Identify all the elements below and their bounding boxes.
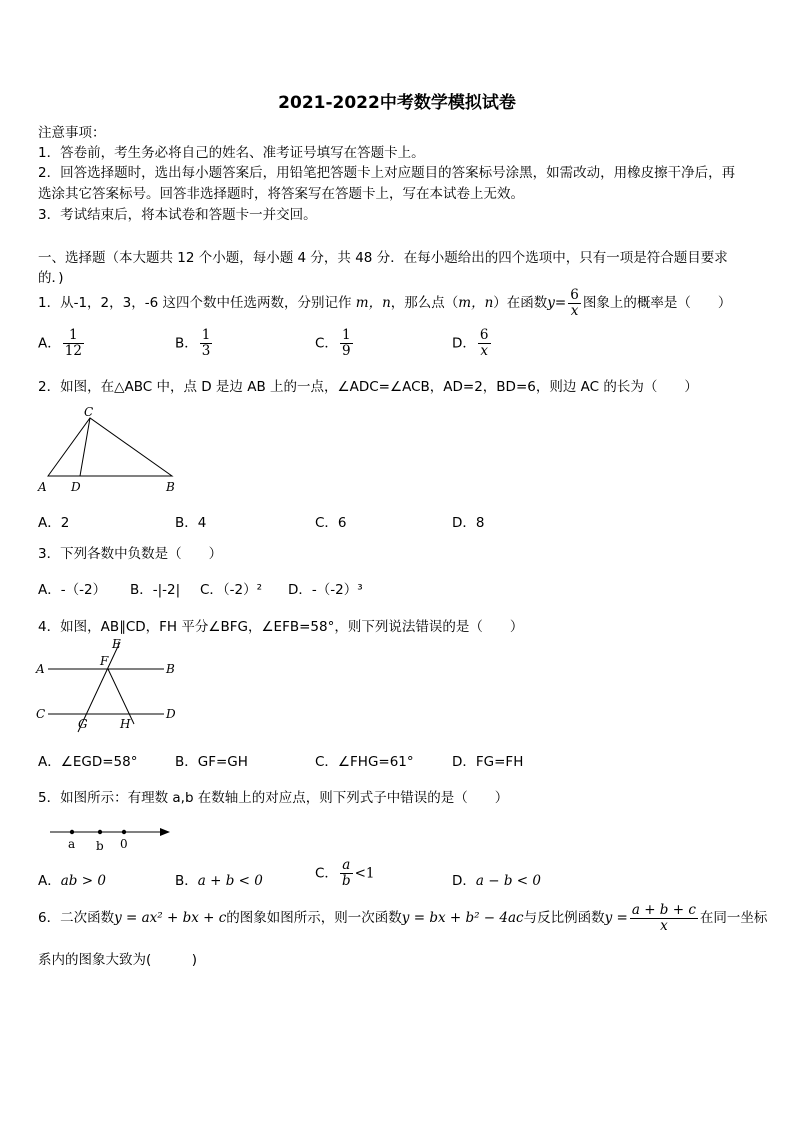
q1-option-d: D． $\frac{6}{x}$ xyxy=(452,327,489,359)
q4-label-g: G xyxy=(78,717,88,731)
q1-option-a: A． $\frac{1}{12}$ xyxy=(38,327,82,359)
q5-option-a: A．ab > 0 xyxy=(38,873,106,889)
question-3: 3．下列各数中负数是（ ） xyxy=(38,546,223,562)
q2-option-c: C．6 xyxy=(315,515,347,531)
q3-option-c: C．（-2）² xyxy=(200,582,263,598)
q2-label-c: C xyxy=(84,405,94,419)
q3-option-a: A．-（-2） xyxy=(38,582,107,598)
q2-option-d: D．8 xyxy=(452,515,485,531)
q3-option-d: D．-（-2）³ xyxy=(288,582,363,598)
notice-item-3: 3．考试结束后，将本试卷和答题卡一并交回。 xyxy=(38,207,317,223)
q6-inverse-fraction: $\frac{a + b + c}{x}$ xyxy=(631,901,696,934)
question-1: 1．从-1，2，3，-6 这四个数中任选两数，分别记作 m，n，那么点（m，n）在函数y= $\frac{6}{x}$ 图象上的概率是（ ） xyxy=(38,286,732,319)
q1-option-b: B． $\frac{1}{3}$ xyxy=(175,327,211,359)
q4-label-e: E xyxy=(112,637,121,651)
notice-item-1: 1．答卷前，考生务必将自己的姓名、准考证号填写在答题卡上。 xyxy=(38,145,425,161)
question-6: 6．二次函数y = ax² + bx + c的图象如图所示，则一次函数y = bx + b² − 4ac与反比例函数y = $\frac{a + b + c}{x}$ 在同一坐标 xyxy=(38,901,768,934)
notice-item-2b: 选涂其它答案标号。回答非选择题时，将答案写在答题卡上，写在本试卷上无效。 xyxy=(38,186,524,202)
q4-option-a: A．∠EGD=58° xyxy=(38,754,138,770)
question-6-line-2: 系内的图象大致为( ) xyxy=(38,952,198,968)
q5-option-c: C． $\frac{a}{b}$ <1 xyxy=(315,857,375,889)
q5-label-a: a xyxy=(68,837,76,851)
q4-option-c: C．∠FHG=61° xyxy=(315,754,414,770)
q2-label-b: B xyxy=(166,480,175,494)
notice-item-2a: 2．回答选择题时，选出每小题答案后，用铅笔把答题卡上对应题目的答案标号涂黑，如需改动，用橡皮擦干净后，再 xyxy=(38,165,736,181)
q2-label-d: D xyxy=(71,480,81,494)
q5-point-a xyxy=(70,830,74,834)
q4-label-f: F xyxy=(100,654,109,668)
q4-label-a: A xyxy=(36,662,45,676)
q4-parallel-lines-diagram xyxy=(34,634,184,734)
q5-point-b xyxy=(98,830,102,834)
q4-label-d: D xyxy=(166,707,176,721)
page-title: 2021-2022中考数学模拟试卷 xyxy=(278,93,516,113)
q4-option-d: D．FG=FH xyxy=(452,754,524,770)
q1-option-c: C． $\frac{1}{9}$ xyxy=(315,327,351,359)
question-5: 5．如图所示：有理数 a,b 在数轴上的对应点，则下列式子中错误的是（ ） xyxy=(38,790,509,806)
section-heading-1: 一、选择题（本大题共 12 个小题，每小题 4 分，共 48 分．在每小题给出的四个选项中，只有一项是符合题目要求 xyxy=(38,250,728,266)
q5-label-b: b xyxy=(96,839,104,852)
question-2: 2．如图，在△ABC 中，点 D 是边 AB 上的一点，∠ADC=∠ACB，AD=2，BD=6，则边 AC 的长为（ ） xyxy=(38,379,698,395)
q2-label-a: A xyxy=(38,480,47,494)
q4-label-b: B xyxy=(166,662,175,676)
notice-heading: 注意事项： xyxy=(38,125,106,141)
question-4: 4．如图，AB∥CD，FH 平分∠BFG，∠EFB=58°，则下列说法错误的是（ ） xyxy=(38,619,524,635)
q1-function-fraction: $\frac{6}{x}$ xyxy=(570,286,579,319)
q2-option-b: B．4 xyxy=(175,515,207,531)
q5-option-d: D．a − b < 0 xyxy=(452,873,541,889)
q5-label-zero: 0 xyxy=(120,837,128,851)
q3-option-b: B．-|-2| xyxy=(130,582,181,598)
q5-point-zero xyxy=(122,830,126,834)
q5-option-b: B．a + b < 0 xyxy=(175,873,263,889)
q5-arrow-icon xyxy=(160,828,170,836)
q2-triangle-diagram xyxy=(36,402,186,494)
q5-number-line xyxy=(46,822,176,852)
q4-label-h: H xyxy=(120,717,131,731)
section-heading-2: 的．) xyxy=(38,270,64,286)
q2-option-a: A．2 xyxy=(38,515,70,531)
q4-option-b: B．GF=GH xyxy=(175,754,248,770)
q4-label-c: C xyxy=(36,707,46,721)
